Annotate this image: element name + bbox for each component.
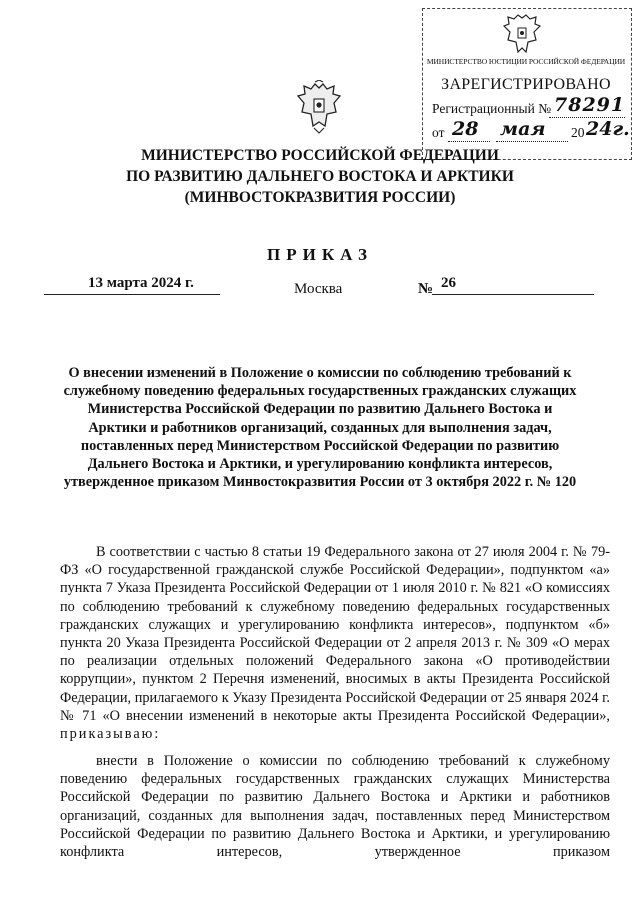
order-city: Москва <box>294 281 343 297</box>
stamp-reg-label: Регистрационный № <box>432 101 552 116</box>
number-sign: № <box>418 281 434 297</box>
stamp-ministry-name: МИНИСТЕРСТВО ЮСТИЦИИ РОССИЙСКОЙ ФЕДЕРАЦИИ <box>426 57 626 66</box>
stamp-date-month: мая <box>500 118 546 140</box>
number-underline <box>432 294 594 295</box>
body-paragraph-1 <box>60 543 610 743</box>
ministry-title-line3: (МИНВОСТОКРАЗВИТИЯ РОССИИ) <box>184 189 456 206</box>
stamp-emblem-icon <box>500 12 544 56</box>
stamp-reg-number: 78291 <box>554 94 626 116</box>
stamp-title: ЗАРЕГИСТРИРОВАНО <box>441 76 611 93</box>
ministry-title <box>60 145 580 208</box>
stamp-date-year-hand: 24г. <box>586 118 630 140</box>
stamp-date-year-prefix: 20 <box>571 125 585 140</box>
document-title: О внесении изменений в Положение о комиссии по соблюдению требований к служебному поведению федеральных государственных гражданских служащих Министерства Российской Федерации по развитию Дальнего Востока и Арктики и работников организаций, созданных для выполнения задач, поставленных перед Министерством Российской Федерации по развитию Дальнего Востока и Арктики, и урегулированию конфликта интересов, утвержденное приказом Минвостокразвития России от 3 октября 2022 г. № 120 <box>63 365 577 491</box>
order-number: 26 <box>441 275 456 291</box>
stamp-month-line <box>496 141 568 142</box>
emblem-icon <box>294 80 344 134</box>
stamp-date-label: от <box>432 125 445 140</box>
order-verb: приказываю: <box>60 726 161 743</box>
body-paragraph-2: внести в Положение о комиссии по соблюдению требований к служебному поведению федеральных государственных гражданских служащих Министерства Российской Федерации по развитию Дальнего Востока и Арктики и работников организаций, созданных для выполнения задач, поставленных перед Министерством Российской Федерации по развитию Дальнего Востока и Арктики, и урегулированию конфликта интересов, утвержденное приказом <box>60 753 610 861</box>
body-paragraph-1-text: В соответствии с частью 8 статьи 19 Федерального закона от 27 июля 2004 г. № 79-ФЗ «О государственной гражданской службе Российской Федерации», подпунктом «а» пункта 7 Указа Президента Российской Федерации от 1 июля 2010 г. № 821 «О комиссиях по соблюдению требований к служебному поведению федеральных государственных гражданских служащих и урегулированию конфликта интересов», подпунктом «б» пункта 20 Указа Президента Российской Федерации от 2 апреля 2013 г. № 309 «О мерах по реализации отдельных положений Федерального закона «О противодействии коррупции», пунктом 2 Перечня изменений, вносимых в акты Президента Российской Федерации, прилагаемого к Указу Президента Российской Федерации от 25 января 2024 г. № 71 «О внесении изменений в некоторые акты Президента Российской Федерации», <box>60 544 610 724</box>
date-underline <box>44 294 220 295</box>
ministry-title-line1: МИНИСТЕРСТВО РОССИЙСКОЙ ФЕДЕРАЦИИ <box>141 147 499 164</box>
stamp-day-line <box>448 141 490 142</box>
order-date: 13 марта 2024 г. <box>88 275 194 291</box>
doc-type-heading: ПРИКАЗ <box>267 245 373 264</box>
ministry-title-line2: ПО РАЗВИТИЮ ДАЛЬНЕГО ВОСТОКА И АРКТИКИ <box>126 168 514 185</box>
stamp-date-day: 28 <box>452 118 479 140</box>
